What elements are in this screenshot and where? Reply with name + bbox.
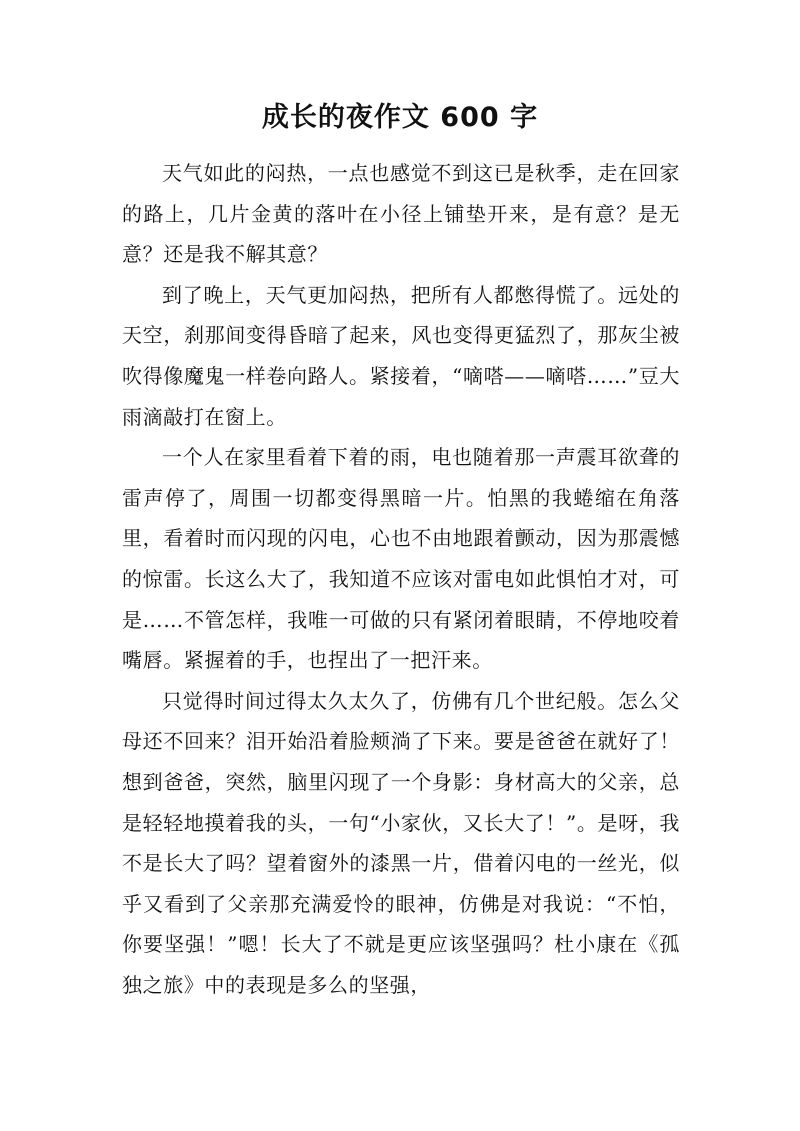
document-body: [122, 153, 680, 1005]
paragraph: 一个人在家里看着下着的雨，电也随着那一声震耳欲聋的雷声停了，周围一切都变得黑暗一片。怕黑的我蜷缩在角落里，看着时而闪现的闪电，心也不由地跟着颤动，因为那震憾的惊雷。长这么大了，我知道不应该对雷电如此惧怕才对，可是……不管怎样，我唯一可做的只有紧闭着眼睛，不停地咬着嘴唇。紧握着的手，也捏出了一把汗来。: [122, 445, 680, 673]
paragraph: 天气如此的闷热，一点也感觉不到这已是秋季，走在回家的路上，几片金黄的落叶在小径上铺垫开来，是有意？是无意？还是我不解其意？: [122, 161, 680, 267]
paragraph: 到了晚上，天气更加闷热，把所有人都憋得慌了。远处的天空，刹那间变得昏暗了起来，风也变得更猛烈了，那灰尘被吹得像魔鬼一样卷向路人。紧接着，“嘀嗒——嘀嗒……”豆大雨滴敲打在窗上。: [122, 282, 680, 429]
document-title: 成长的夜作文 600 字: [261, 102, 539, 133]
paragraph: 只觉得时间过得太久太久了，仿佛有几个世纪般。怎么父母还不回来？泪开始沿着脸颊淌了下来。要是爸爸在就好了！想到爸爸，突然，脑里闪现了一个身影：身材高大的父亲，总是轻轻地摸着我的头，一句“小家伙，又长大了！”。是呀，我不是长大了吗？望着窗外的漆黑一片，借着闪电的一丝光，似乎又看到了父亲那充满爱怜的眼神，仿佛是对我说：“不怕，你要坚强！”嗯！长大了不就是更应该坚强吗？杜小康在《孤独之旅》中的表现是多么的坚强，: [122, 688, 680, 997]
